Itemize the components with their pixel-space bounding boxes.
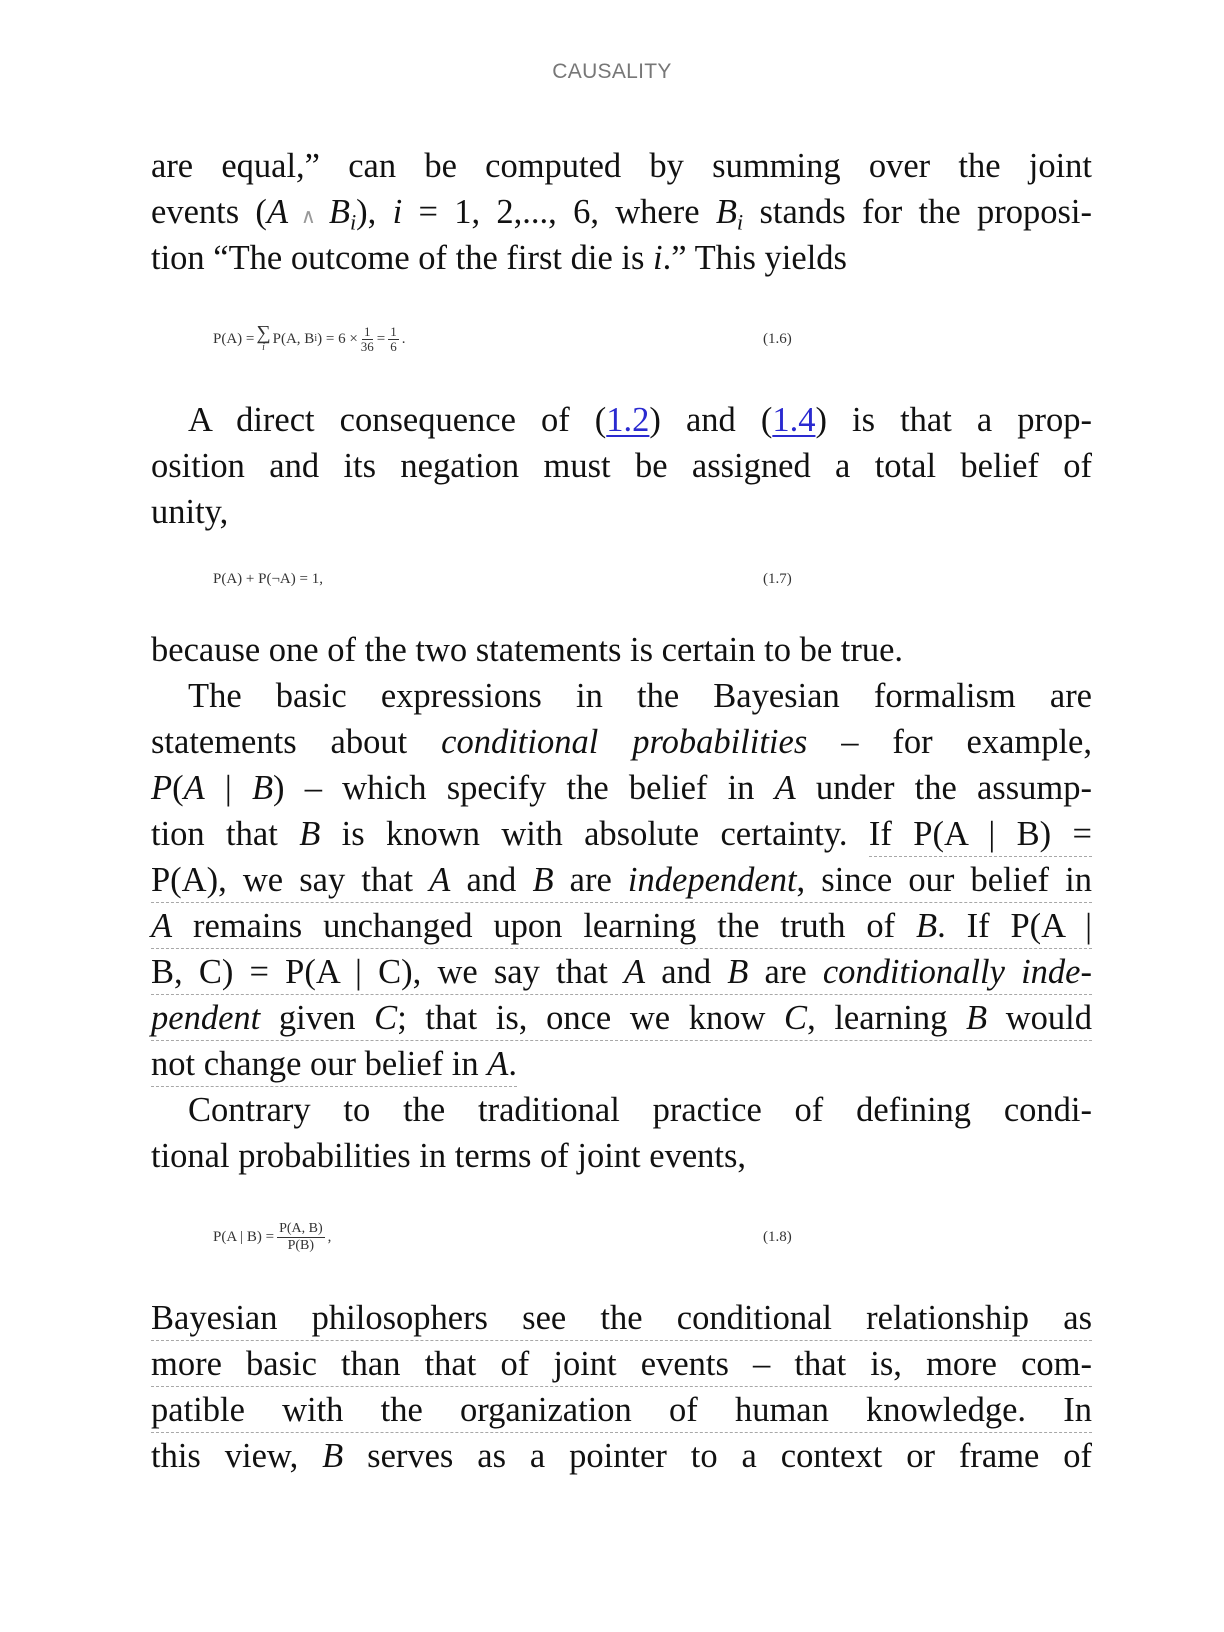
emphasis: independent <box>627 861 797 899</box>
text: are <box>748 953 823 991</box>
text-line <box>151 489 1092 535</box>
annotated-line[interactable] <box>151 903 1092 949</box>
text: under the assump- <box>795 769 1092 807</box>
eq-text: P(A) = <box>213 330 255 347</box>
text: would <box>987 999 1092 1037</box>
text: C <box>374 999 398 1037</box>
eq-text: P(A, B <box>272 330 315 347</box>
eq-text: = <box>376 330 386 347</box>
annotated-line[interactable] <box>151 1387 1092 1433</box>
text: events ( <box>151 193 267 231</box>
text: P <box>151 769 173 807</box>
text: A <box>623 953 646 991</box>
text: B, C) = P(A | C), we say that <box>151 953 624 991</box>
text-line <box>151 143 1092 189</box>
text: . <box>508 1045 517 1083</box>
summation-symbol: ∑ i <box>256 322 271 353</box>
text: stands for the proposi- <box>743 193 1092 231</box>
text: A <box>183 769 205 807</box>
text: B <box>251 769 274 807</box>
text: , learning <box>807 999 967 1037</box>
emphasis: pendent <box>151 999 261 1037</box>
text: ) and ( <box>649 401 773 439</box>
annotation-underline[interactable] <box>151 1045 517 1087</box>
text: i <box>736 209 744 235</box>
sum-index: i <box>262 342 265 353</box>
text-line <box>151 1133 1092 1179</box>
text: ) is that a prop- <box>815 401 1092 439</box>
text: ( <box>172 769 184 807</box>
text-line <box>151 627 1092 673</box>
eq-text: ) = 6 × <box>317 330 358 347</box>
emphasis: conditionally inde- <box>822 953 1092 991</box>
denominator: 6 <box>390 338 397 354</box>
text: A direct consequence of ( <box>188 401 607 439</box>
text: – for example, <box>807 723 1092 761</box>
annotated-line[interactable] <box>151 1295 1092 1341</box>
text: = 1, 2,..., 6, where <box>402 193 716 231</box>
text: The basic expressions in the Bayesian formalism are <box>188 677 1092 715</box>
and-symbol: ∧ <box>288 206 329 228</box>
text-line <box>151 397 1092 443</box>
text: tional probabilities in terms of joint events, <box>151 1137 747 1175</box>
eq-text: P(A | B) = <box>213 1228 275 1245</box>
text: more basic than that of joint events – that is, more com- <box>151 1345 1092 1383</box>
text: A <box>774 769 796 807</box>
text: is known with absolute certainty. <box>320 815 869 853</box>
fraction <box>361 325 374 354</box>
annotated-line[interactable] <box>151 857 1092 903</box>
text: B <box>715 193 737 231</box>
text-line <box>151 811 1092 857</box>
emphasis: conditional probabilities <box>441 723 808 761</box>
text-line <box>151 443 1092 489</box>
text: tion that <box>151 815 300 853</box>
denominator: P(B) <box>287 1237 315 1253</box>
text: not change our belief in <box>151 1045 488 1083</box>
text: statements about <box>151 723 442 761</box>
text-line <box>151 765 1092 811</box>
text: serves as a pointer to a context or frame of <box>343 1437 1092 1475</box>
text: unity, <box>151 493 229 531</box>
text: P(A), we say that <box>151 861 430 899</box>
equation-1-6: P(A) = ∑ i P(A, B i ) = 6 × $\frac{1}{36}$ = $\frac{1}{6}$ . <box>213 322 406 354</box>
fraction <box>388 325 399 354</box>
text: remains unchanged upon learning the truth of <box>172 907 917 945</box>
text-line <box>151 1433 1092 1479</box>
equation-1-7: P(A) + P(¬A) = 1, <box>213 570 323 587</box>
equation-1-8 <box>213 1217 331 1257</box>
equation-number: (1.6) <box>763 331 792 347</box>
text: B <box>532 861 554 899</box>
text: this view, <box>151 1437 323 1475</box>
text: B <box>328 193 350 231</box>
fraction <box>277 1221 325 1254</box>
text: tion “The outcome of the first die is <box>151 239 654 277</box>
text: A <box>266 193 289 231</box>
annotated-line[interactable] <box>151 1041 1092 1087</box>
text: ), <box>356 193 393 231</box>
text: because one of the two statements is certain to be true. <box>151 631 904 669</box>
annotated-line[interactable] <box>151 995 1092 1041</box>
text: A <box>487 1045 509 1083</box>
text: given <box>260 999 375 1037</box>
numerator: 1 <box>364 323 371 339</box>
annotated-line[interactable] <box>151 1341 1092 1387</box>
text: Contrary to the traditional practice of defining condi- <box>188 1091 1092 1129</box>
annotation-underline[interactable]: patible with the organization of human knowledge. In <box>151 1391 1092 1433</box>
text: C <box>784 999 808 1037</box>
text: B <box>299 815 321 853</box>
text-line <box>151 1087 1092 1133</box>
equation-link-1-2[interactable]: 1.2 <box>606 401 650 439</box>
text: | <box>204 769 252 807</box>
text-line <box>151 673 1092 719</box>
text: are <box>553 861 628 899</box>
text: B <box>966 999 988 1037</box>
denominator: 36 <box>360 338 374 354</box>
text: A <box>151 907 173 945</box>
numerator: P(A, B) <box>279 1220 323 1236</box>
text: and <box>450 861 533 899</box>
equation-number: (1.7) <box>763 571 792 587</box>
running-head: CAUSALITY <box>552 60 672 83</box>
text-line <box>151 235 1092 281</box>
equation-number: (1.8) <box>763 1229 792 1245</box>
equation-link-1-4[interactable]: 1.4 <box>772 401 816 439</box>
text: B <box>727 953 749 991</box>
annotation-underline[interactable]: If P(A | B) = <box>869 815 1092 857</box>
text: B <box>322 1437 344 1475</box>
text: ; that is, once we know <box>397 999 785 1037</box>
text: i <box>653 239 663 277</box>
text: . If P(A | <box>937 907 1092 945</box>
eq-text: , <box>327 1228 332 1245</box>
text: i <box>392 193 403 231</box>
text: osition and its negation must be assigned a total belief of <box>151 447 1092 485</box>
text: ) – which specify the belief in <box>273 769 775 807</box>
annotated-line[interactable] <box>151 949 1092 995</box>
text-line <box>151 189 1092 235</box>
text: Bayesian philosophers see the conditional relationship as <box>151 1299 1092 1337</box>
text: are equal,” can be computed by summing over the joint <box>151 147 1092 185</box>
text: .” This yields <box>662 239 847 277</box>
text: , since our belief in <box>796 861 1092 899</box>
text: A <box>429 861 451 899</box>
text: and <box>645 953 728 991</box>
text-line <box>151 719 1092 765</box>
numerator: 1 <box>390 323 397 339</box>
text: B <box>916 907 938 945</box>
eq-text: . <box>401 330 406 347</box>
text: i <box>349 209 357 235</box>
